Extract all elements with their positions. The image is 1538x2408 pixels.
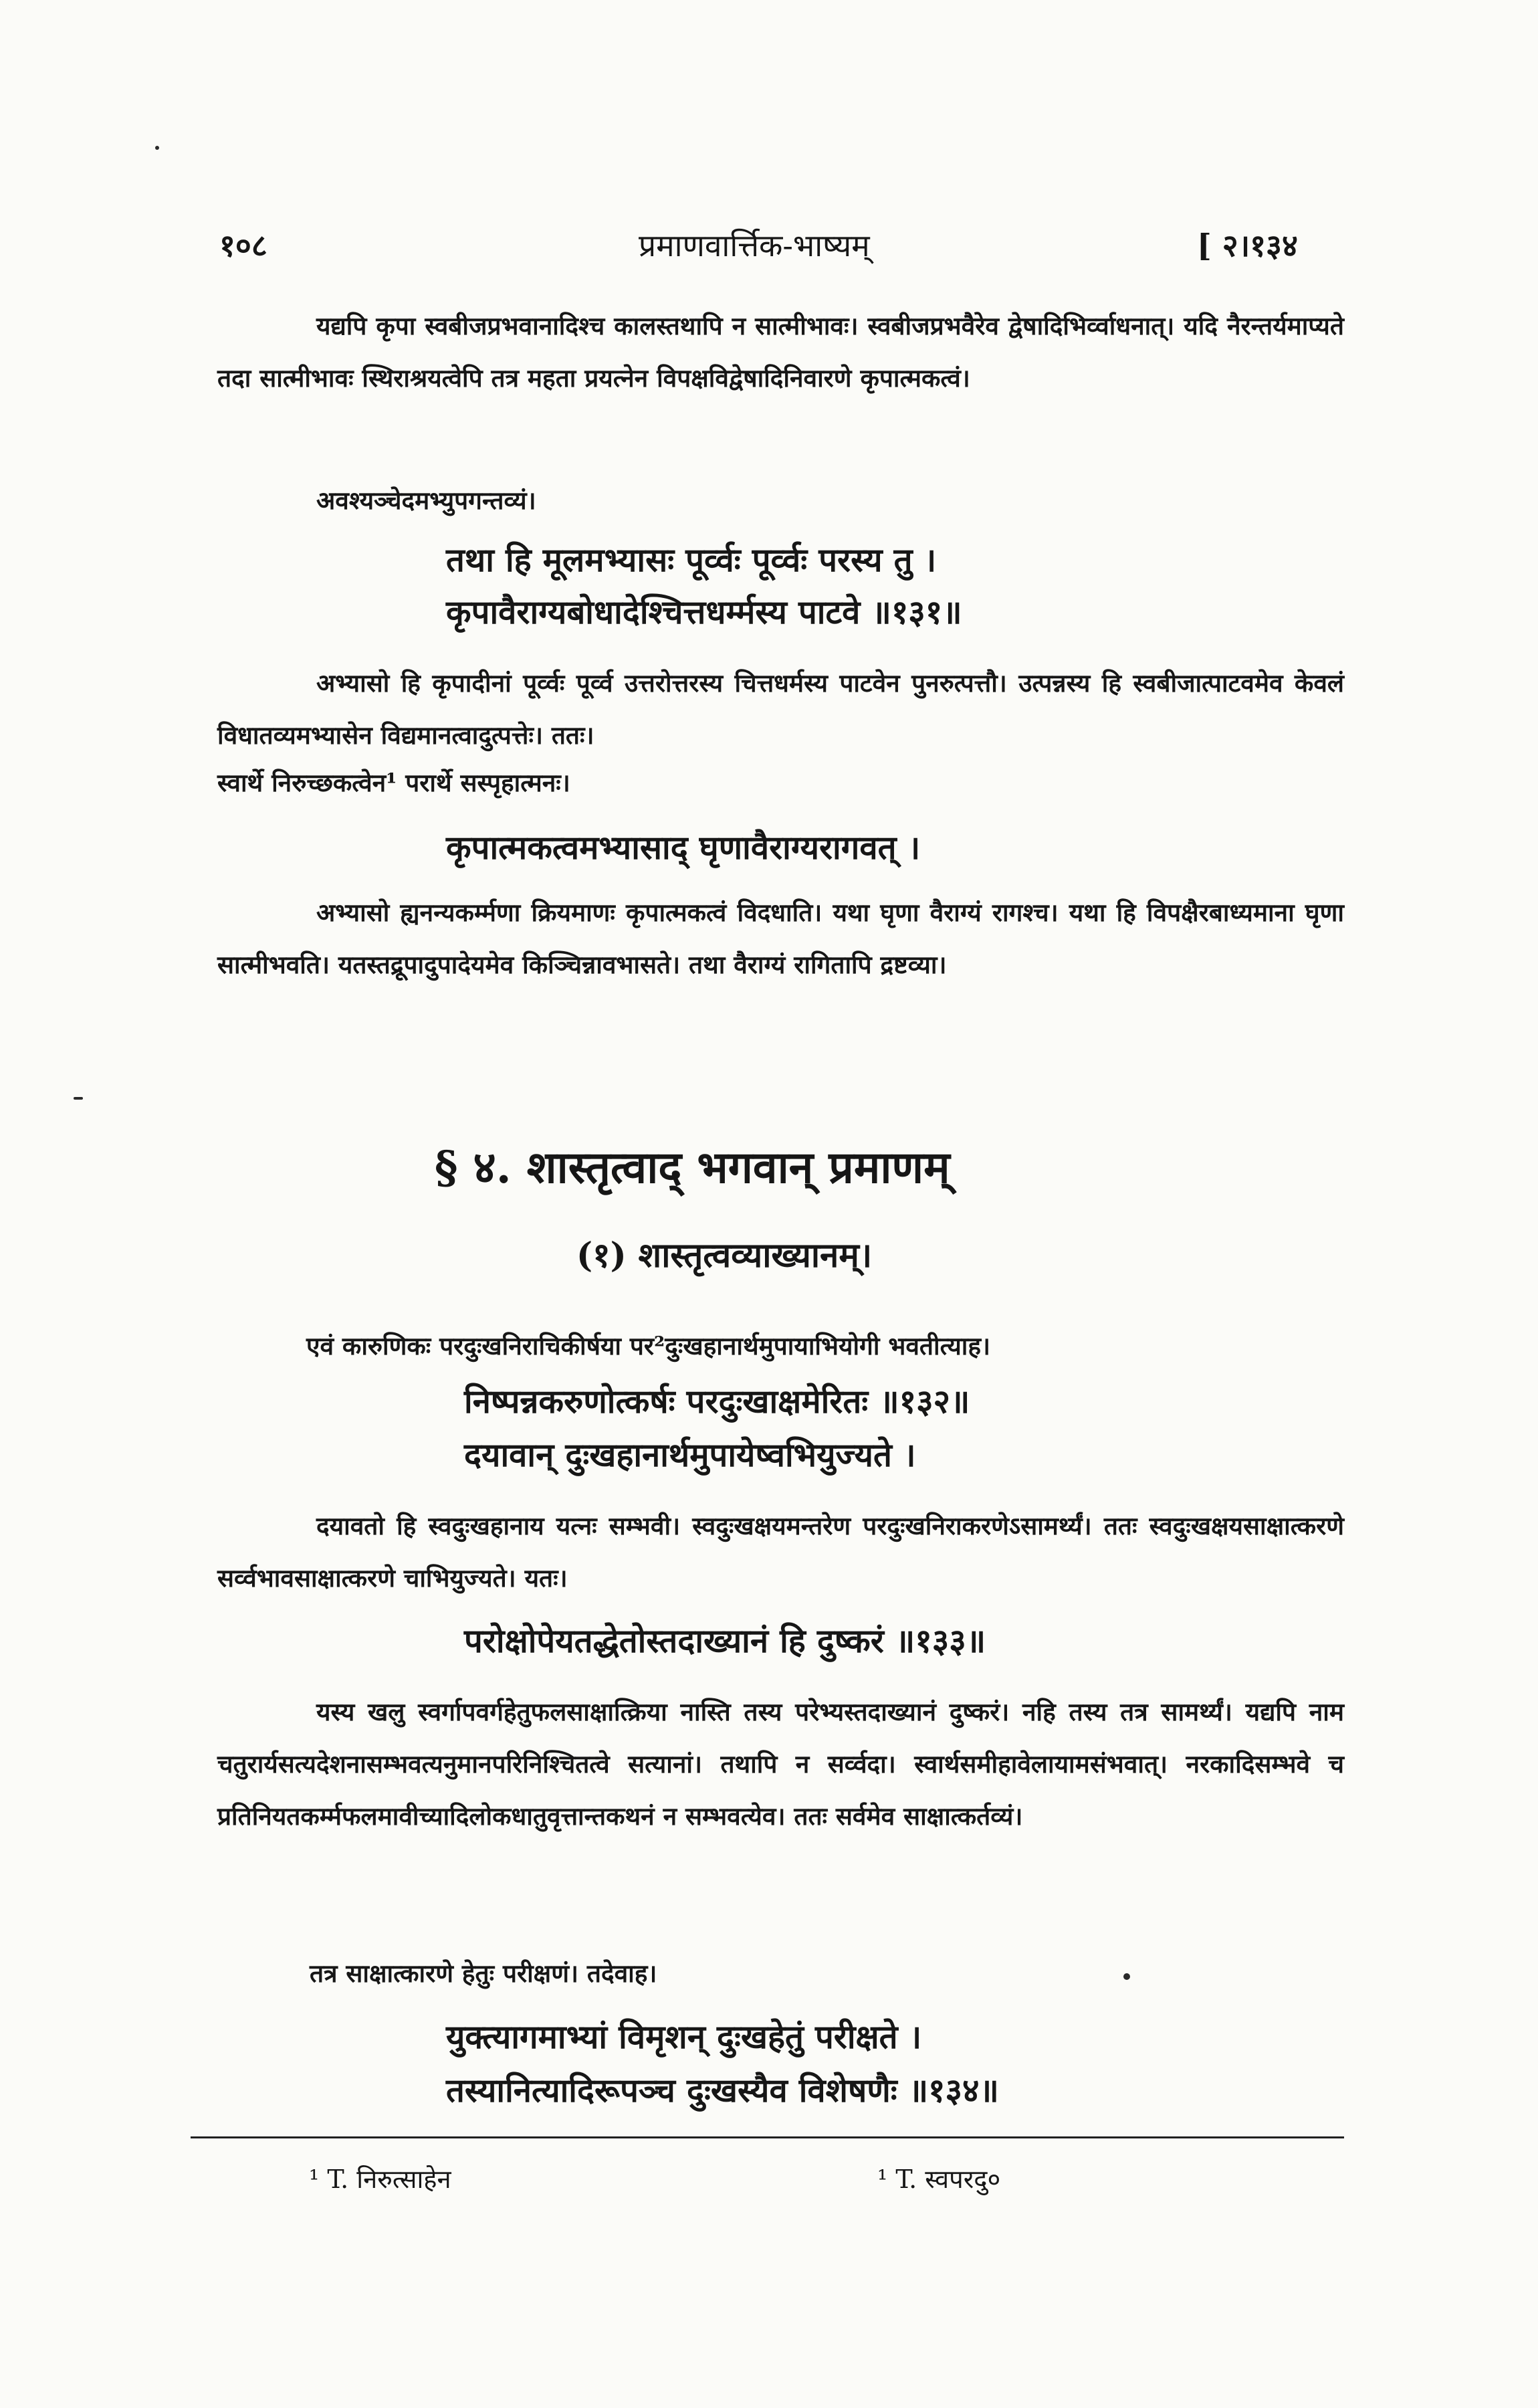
scan-speck (74, 1097, 83, 1100)
scan-speck (155, 146, 159, 150)
section-title: § ४. शास्तृत्वाद् भगवान् प्रमाणम् (435, 1141, 950, 1193)
commentary-paragraph-3: अभ्यासो हि कृपादीनां पूर्व्वः पूर्व्व उत्तरोत्तरस्य चित्तधर्मस्य पाटवेन पुनरुत्पत्तौ। उत्पन्नस्य हि स्वबीजात्पाटवमेव केवलं विधातव्यमभ्यासेन विद्यमानत्वादुत्पत्तेः। ततः। (217, 668, 1344, 750)
verse-132-line-2: दयावान् दुःखहानार्थमुपायेष्वभियुज्यते । (464, 1435, 916, 1474)
page-number: १०८ (219, 227, 267, 264)
commentary-paragraph-1: यद्यपि कृपा स्वबीजप्रभवानादिश्च कालस्तथापि न सात्मीभावः। स्वबीजप्रभवैरेव द्वेषादिभिर्व्वाधनात्। यदि नैरन्तर्यमाप्यते तदा सात्मीभावः स्थिराश्रयत्वेपि तत्र महता प्रयत्नेन विपक्षविद्वेषादिनिवारणे कृपात्मकत्वं। (217, 311, 1344, 393)
verse-132-line-1: निष्पन्नकरुणोत्कर्षः परदुःखाक्षमेरितः ॥१३२॥ (464, 1382, 970, 1421)
commentary-line-2: अवश्यञ्चेदमभ्युपगन्तव्यं। (316, 486, 536, 515)
verse-131-line-1: तथा हि मूलमभ्यासः पूर्व्वः पूर्व्वः परस्य तु । (446, 540, 937, 579)
footnote-right: ¹ T. स्वपरदु० (877, 2165, 1001, 2194)
verse-131-line-2: कृपावैराग्यबोधादेश्चित्तधर्म्मस्य पाटवे ॥१३१॥ (446, 593, 962, 631)
footnote-divider (191, 2136, 1344, 2138)
commentary-paragraph-7: दयावतो हि स्वदुःखहानाय यत्नः सम्भवी। स्वदुःखक्षयमन्तरेण परदुःखनिराकरणेऽसामर्थ्यं। ततः स्वदुःखक्षयसाक्षात्करणे सर्व्वभावसाक्षात्करणे चाभियुज्यते। यतः। (217, 1511, 1344, 1593)
verse-134-line-2: तस्यानित्यादिरूपञ्च दुःखस्यैव विशेषणैः ॥१३४॥ (446, 2071, 999, 2110)
commentary-paragraph-8: यस्य खलु स्वर्गापवर्गहेतुफलसाक्षात्क्रिया नास्ति तस्य परेभ्यस्तदाख्यानं दुष्करं। नहि तस्य तत्र सामर्थ्यं। यद्यपि नाम चतुरार्यसत्यदेशनासम्भवत्यनुमानपरिनिश्चितत्वे सत्यानां। तथापि न सर्व्वदा। स्वार्थसमीहावेलायामसंभवात्। नरकादिसम्भवे च प्रतिनियतकर्म्मफलमावीच्यादिलोकधातुवृत्तान्तकथनं न सम्भवत्येव। ततः सर्वमेव साक्षात्कर्तव्यं। (217, 1697, 1344, 1831)
commentary-line-4: स्वार्थे निरुच्छकत्वेन¹ परार्थे सस्पृहात्मनः। (217, 768, 570, 797)
verse-reference: [ २।१३४ (1197, 227, 1298, 264)
scan-speck (1123, 1973, 1130, 1980)
verse-134-line-1: युक्त्यागमाभ्यां विमृशन् दुःखहेतुं परीक्षते । (446, 2017, 922, 2056)
running-title: प्रमाणवार्त्तिक-भाष्यम् (639, 227, 870, 264)
commentary-line-9: तत्र साक्षात्कारणे हेतुः परीक्षणं। तदेवाह। (310, 1959, 657, 1988)
commentary-line-6: एवं कारुणिकः परदुःखनिराचिकीर्षया पर²दुःखहानार्थमुपायाभियोगी भवतीत्याह। (306, 1331, 991, 1361)
footnote-left: ¹ T. निरुत्साहेन (309, 2165, 451, 2194)
verse-compassion: कृपात्मकत्वमभ्यासाद् घृणावैराग्यरागवत् । (446, 828, 921, 867)
subsection-title: (१) शास्तृत्वव्याख्यानम्। (576, 1235, 873, 1276)
verse-133: परोक्षोपेयतद्धेतोस्तदाख्यानं हि दुष्करं ॥१३३॥ (464, 1621, 986, 1660)
commentary-paragraph-5: अभ्यासो ह्यनन्यकर्म्मणा क्रियमाणः कृपात्मकत्वं विदधाति। यथा घृणा वैराग्यं रागश्च। यथा हि विपक्षैरबाध्यमाना घृणा सात्मीभवति। यतस्तद्रूपादुपादेयमेव किञ्चिन्नावभासते। तथा वैराग्यं रागितापि द्रष्टव्या। (217, 898, 1344, 979)
